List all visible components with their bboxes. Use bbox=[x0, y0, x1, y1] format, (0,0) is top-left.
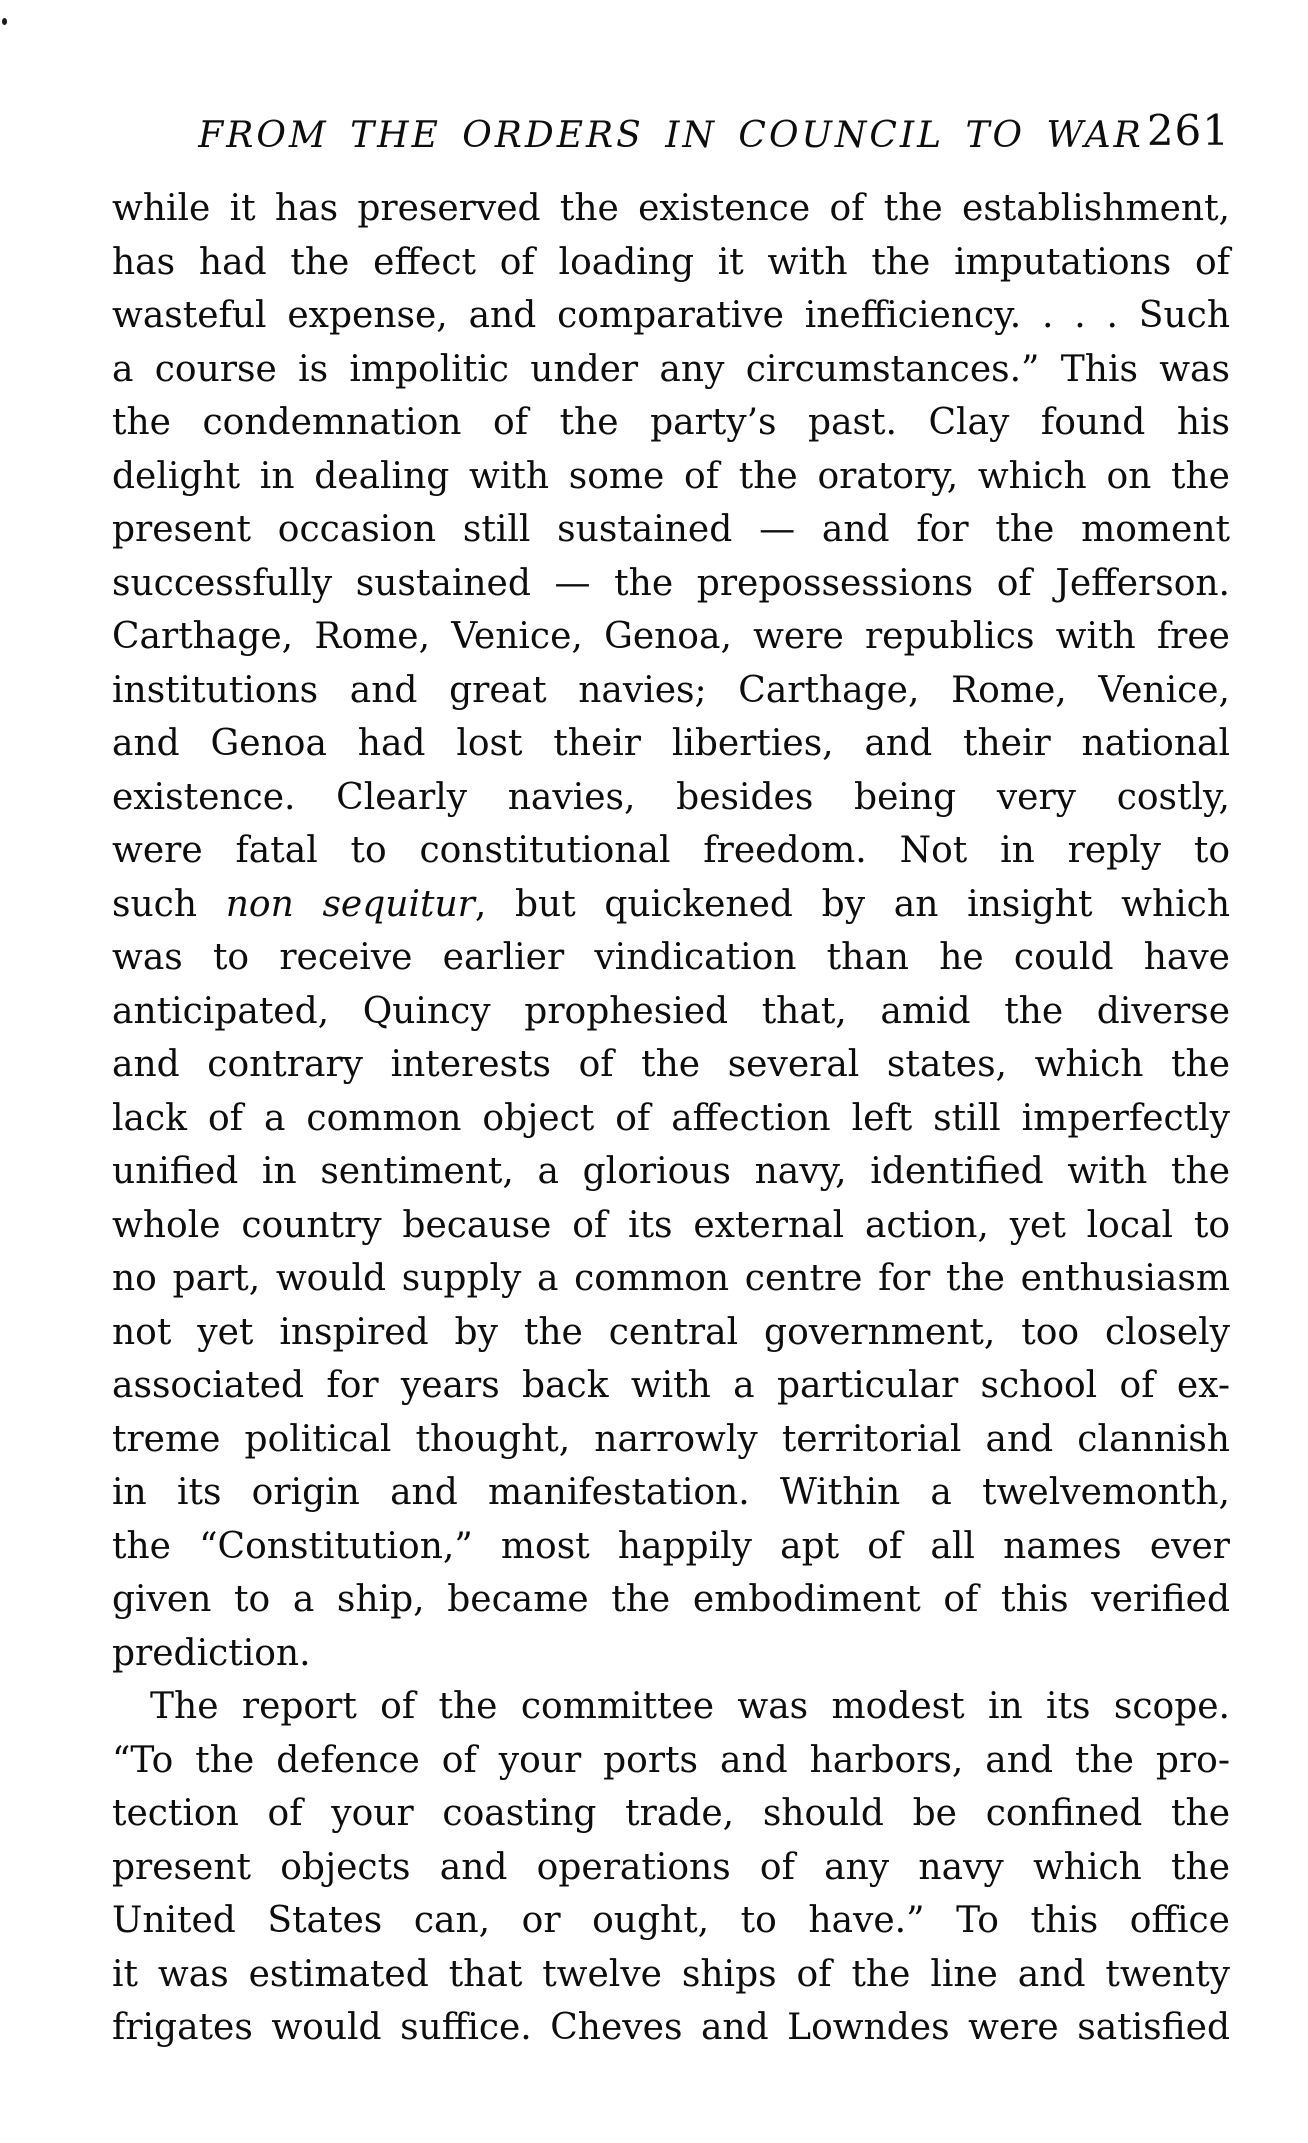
text-line: whole country because of its external action, yet local to bbox=[112, 1204, 1230, 1246]
text-line: unified in sentiment, a glorious navy, identified with the bbox=[112, 1151, 1230, 1192]
text-line: prediction. bbox=[112, 1632, 311, 1674]
body-text bbox=[112, 182, 1230, 2055]
text-line: delight in dealing with some of the oratory, which on the bbox=[112, 455, 1230, 497]
text-line: Carthage, Rome, Venice, Genoa, were republics with free bbox=[112, 616, 1230, 657]
text-line: frigates would suffice. Cheves and Lowndes were satisfied bbox=[112, 2007, 1230, 2048]
text-line: such non sequitur, but quickened by an insight which bbox=[112, 883, 1231, 925]
text-line: present occasion still sustained — and for the moment bbox=[112, 509, 1230, 550]
text-line: “To the defence of your ports and harbors, and the pro- bbox=[112, 1739, 1230, 1781]
text-line: and contrary interests of the several states, which the bbox=[112, 1044, 1230, 1085]
text-line: while it has preserved the existence of the establishment, bbox=[112, 188, 1230, 229]
text-line: were fatal to constitutional freedom. Not in reply to bbox=[112, 830, 1230, 871]
text-line: it was estimated that twelve ships of the line and twenty bbox=[112, 1953, 1230, 1995]
text-line: has had the effect of loading it with the imputations of bbox=[112, 241, 1230, 283]
running-title: FROM THE ORDERS IN COUNCIL TO WAR bbox=[198, 115, 1144, 156]
text-line: The report of the committee was modest in its scope. bbox=[150, 1686, 1230, 1727]
text-line: United States can, or ought, to have.” To this office bbox=[112, 1900, 1230, 1941]
text-line: and Genoa had lost their liberties, and their national bbox=[112, 723, 1230, 764]
text-line: was to receive earlier vindication than he could have bbox=[112, 937, 1230, 978]
text-line: treme political thought, narrowly territorial and clannish bbox=[112, 1418, 1230, 1460]
page-number: 261 bbox=[1146, 106, 1230, 155]
text-line: no part, would supply a common centre for the enthusiasm bbox=[112, 1258, 1230, 1299]
text-line: existence. Clearly navies, besides being very costly, bbox=[112, 776, 1230, 818]
text-line: wasteful expense, and comparative inefficiency. . . . Such bbox=[112, 295, 1230, 336]
text-line: present objects and operations of any navy which the bbox=[112, 1846, 1230, 1888]
text-line: not yet inspired by the central government, too closely bbox=[112, 1311, 1230, 1353]
page-header bbox=[112, 106, 1230, 164]
text-line: successfully sustained — the prepossessions of Jefferson. bbox=[112, 562, 1230, 604]
scan-speck-artifact bbox=[2, 18, 7, 25]
text-line: given to a ship, became the embodiment of this verified bbox=[112, 1579, 1230, 1620]
text-line: anticipated, Quincy prophesied that, amid the diverse bbox=[112, 990, 1230, 1032]
text-line: a course is impolitic under any circumstances.” This was bbox=[112, 348, 1230, 390]
text-line: institutions and great navies; Carthage, Rome, Venice, bbox=[112, 669, 1230, 711]
text-line: the “Constitution,” most happily apt of all names ever bbox=[112, 1525, 1230, 1567]
text-line: tection of your coasting trade, should be confined the bbox=[112, 1793, 1230, 1834]
text-line: associated for years back with a particular school of ex- bbox=[112, 1365, 1230, 1406]
text-line: in its origin and manifestation. Within a twelvemonth, bbox=[112, 1472, 1230, 1513]
text-line: the condemnation of the party’s past. Clay found his bbox=[112, 402, 1230, 443]
text-line: lack of a common object of affection left still imperfectly bbox=[112, 1097, 1230, 1139]
